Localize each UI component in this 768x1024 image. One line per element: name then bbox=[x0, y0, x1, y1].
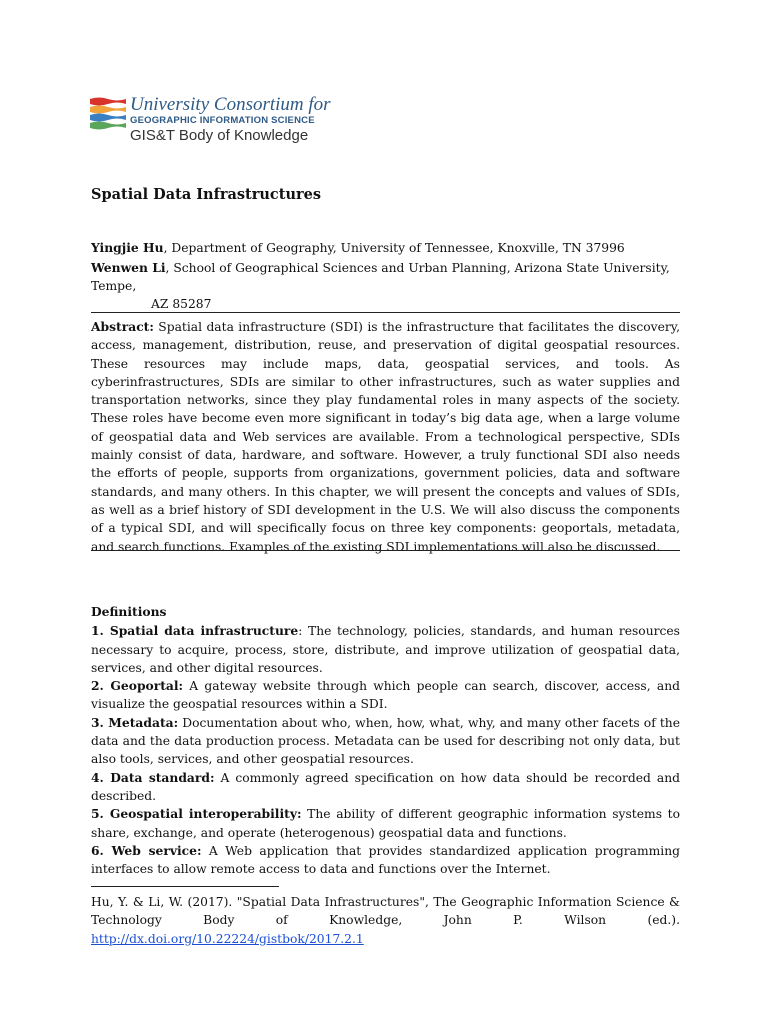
definitions-section bbox=[91, 603, 680, 878]
logo-line-2: GEOGRAPHIC INFORMATION SCIENCE bbox=[130, 115, 315, 126]
doi-link[interactable]: http://dx.doi.org/10.22224/gistbok/2017.2.1 bbox=[91, 931, 364, 946]
author-name: Yingjie Hu bbox=[91, 240, 164, 255]
definition-text: Documentation about who, when, how, what, why, and many other facets of the data and the data production process. Metadata can be used for describing not only data, but also tools, services, and other geospatial resources. bbox=[91, 715, 680, 767]
definition-text: A gateway website through which people can search, discover, access, and visualize the geospatial resources within a SDI. bbox=[91, 679, 680, 712]
author-affiliation: , School of Geographical Sciences and Urban Planning, Arizona State University, Tempe, bbox=[91, 261, 670, 293]
abstract-top-rule bbox=[91, 312, 680, 313]
definition-item bbox=[91, 677, 680, 714]
definition-text: A Web application that provides standardized application programming interfaces to allow remote access to data and functions over the Internet. bbox=[91, 843, 680, 877]
definition-text: : The technology, policies, standards, and human resources necessary to acquire, process, store, distribute, and improve utilization of geospatial data, services, and other digital resources. bbox=[91, 624, 680, 675]
author-affiliation-cont: AZ 85287 bbox=[151, 297, 212, 311]
logo-line-3: GIS&T Body of Knowledge bbox=[130, 127, 309, 144]
definition-text: A commonly agreed specification on how data should be recorded and described. bbox=[91, 770, 681, 803]
definition-term: 5. Geospatial interoperability: bbox=[91, 806, 302, 822]
author-affiliation: , Department of Geography, University of Tennessee, Knoxville, TN 37996 bbox=[163, 241, 625, 255]
definition-text: The ability of different geographic information systems to share, exchange, and operate (heterogenous) geospatial data and functions. bbox=[91, 807, 680, 840]
definition-term: 1. Spatial data infrastructure bbox=[91, 623, 299, 639]
definition-term: 4. Data standard: bbox=[91, 769, 215, 785]
abstract-label: Abstract: bbox=[91, 319, 154, 334]
author-1 bbox=[91, 239, 691, 257]
logo-stripes-icon bbox=[90, 96, 126, 130]
definition-item bbox=[91, 805, 680, 842]
definition-item bbox=[91, 622, 680, 677]
ucgis-logo bbox=[90, 96, 330, 144]
author-name: Wenwen Li bbox=[91, 260, 166, 275]
abstract bbox=[91, 318, 680, 556]
abstract-bottom-rule bbox=[91, 550, 680, 551]
logo-line-1: University Consortium for bbox=[130, 94, 331, 115]
definition-term: 6. Web service: bbox=[91, 842, 202, 858]
definition-item bbox=[91, 842, 680, 879]
abstract-text: Spatial data infrastructure (SDI) is the infrastructure that facilitates the discovery, access, management, distribution, reuse, and preservation of digital geospatial resources. These resources may include maps, data, geospatial services, and tools. As cyberinfrastructures, SDIs are similar to other infrastructures, such as water supplies and transportation networks, since they play fundamental roles in many aspects of the society. These roles have become even more significant in today’s big data age, when a large volume of geospatial data and Web services are available. From a technological perspective, SDIs mainly consist of data, hardware, and software. However, a truly functional SDI also needs the efforts of people, supports from organizations, government policies, data and software standards, and many others. In this chapter, we will present the concepts and values of SDIs, as well as a brief history of SDI development in the U.S. We will also discuss the components of a typical SDI, and will specifically focus on three key components: geoportals, metadata, and search functions. Examples of the existing SDI implementations will also be discussed. bbox=[91, 320, 680, 554]
citation-text: Hu, Y. & Li, W. (2017). "Spatial Data Infrastructures", The Geographic Information Science & Technology Body of Knowledge, John P. Wilson (ed.). bbox=[91, 895, 680, 928]
footnote-rule bbox=[91, 886, 279, 887]
author-2 bbox=[91, 259, 691, 313]
definitions-heading: Definitions bbox=[91, 604, 167, 619]
definition-term: 3. Metadata: bbox=[91, 714, 179, 730]
definition-item bbox=[91, 769, 680, 806]
document-title: Spatial Data Infrastructures bbox=[91, 186, 322, 203]
definition-term: 2. Geoportal: bbox=[91, 678, 184, 694]
definition-item bbox=[91, 714, 680, 769]
citation-footnote bbox=[91, 893, 680, 948]
